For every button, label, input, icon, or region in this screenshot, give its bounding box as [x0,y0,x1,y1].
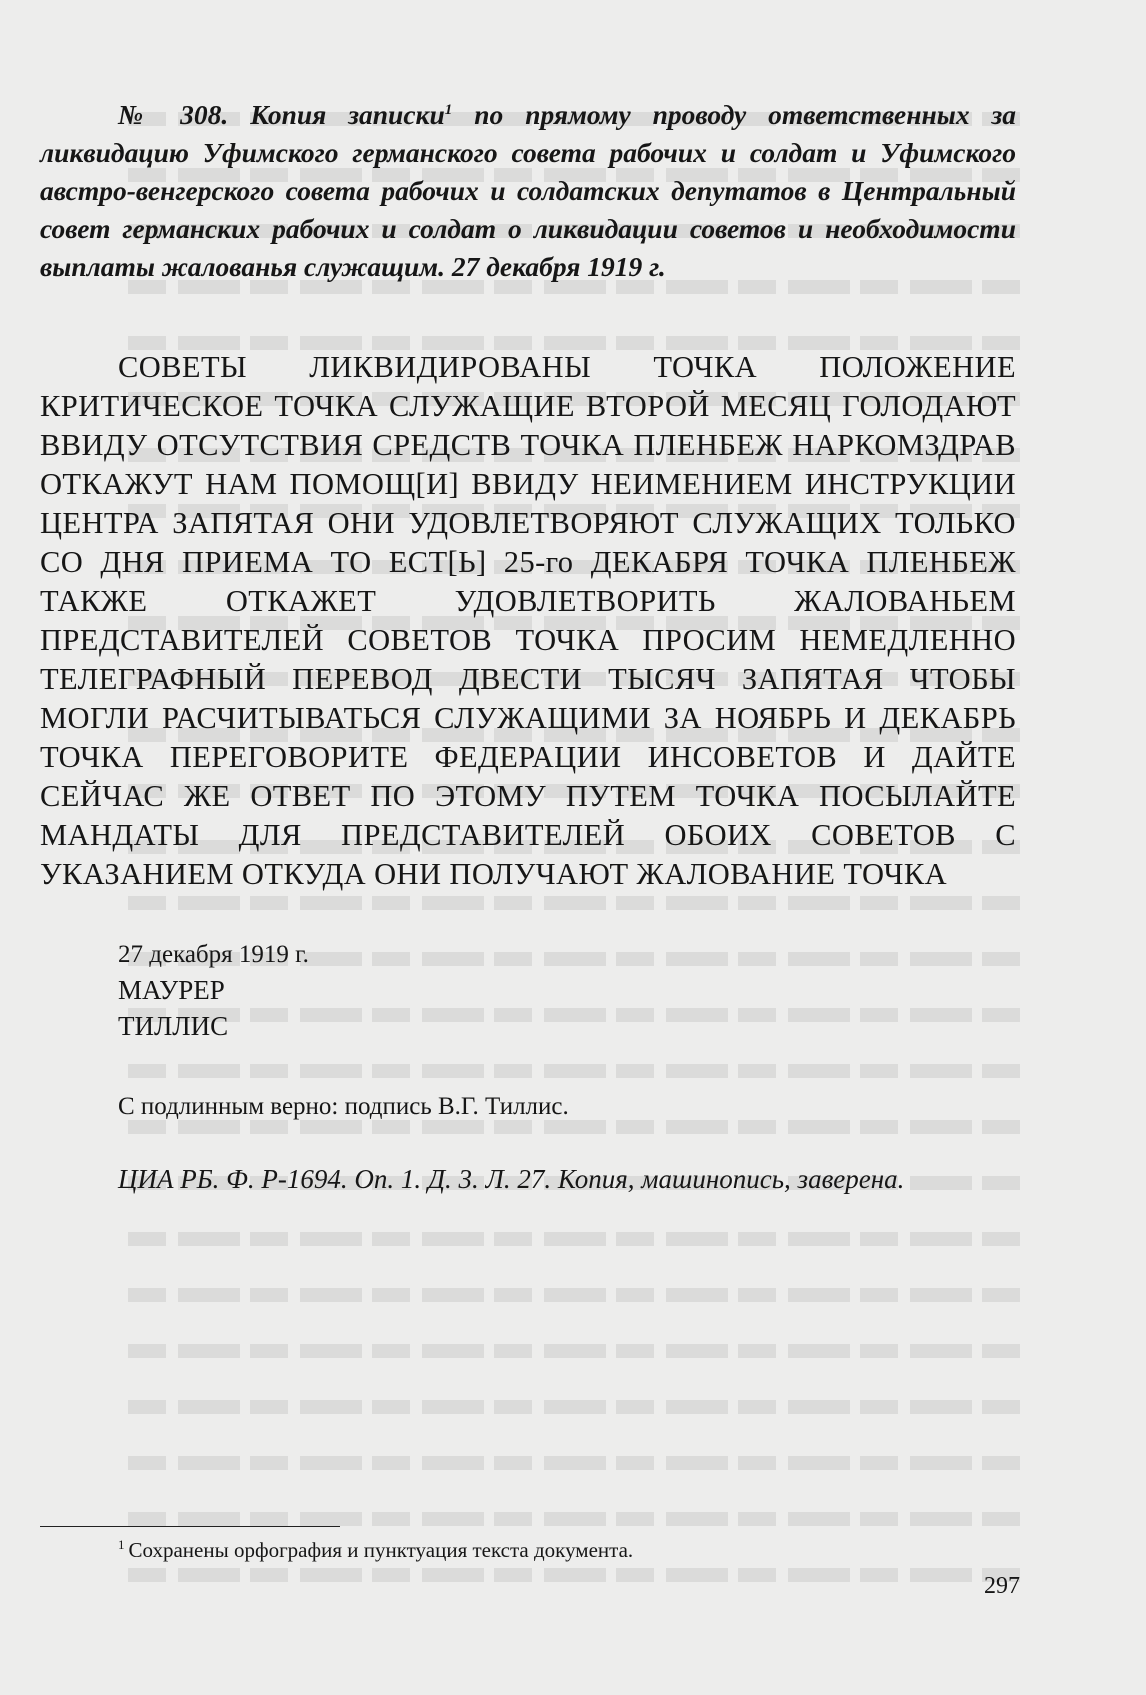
footnote [118,1536,633,1564]
certification-note: С подлинным верно: подпись В.Г. Тиллис. [118,1093,569,1120]
archive-reference: ЦИА РБ. Ф. Р-1694. Оп. 1. Д. 3. Л. 27. Копия, машинопись, заверена. [118,1164,905,1194]
signer-maurer: МАУРЕР [118,975,225,1005]
footnote-divider [40,1526,340,1527]
page-number: 297 [984,1573,1020,1599]
heading-text-continued: по прямому проводу ответственных за ликвидацию Уфимского германского совета рабочих и солдат и Уфимского австро-венгерского совета рабочих и солдатских депутатов в Центральный совет германских рабочих и солдат о ликвидации советов и необходимости выплаты жалованья служащим. 27 декабря 1919 г. [40,99,1016,282]
document-date: 27 декабря 1919 г. [118,941,309,968]
telegram-body: СОВЕТЫ ЛИКВИДИРОВАНЫ ТОЧКА ПОЛОЖЕНИЕ КРИТИЧЕСКОЕ ТОЧКА СЛУЖАЩИЕ ВТОРОЙ МЕСЯЦ ГОЛОДАЮТ ВВИДУ ОТСУТСТВИЯ СРЕДСТВ ТОЧКА ПЛЕНБЕЖ НАРКОМЗДРАВ ОТКАЖУТ НАМ ПОМОЩ[И] ВВИДУ НЕИМЕНИЕМ ИНСТРУКЦИИ ЦЕНТРА ЗАПЯТАЯ ОНИ УДОВЛЕТВОРЯЮТ СЛУЖАЩИХ ТОЛЬКО СО ДНЯ ПРИЕМА ТО ЕСТ[Ь] 25-го ДЕКАБРЯ ТОЧКА ПЛЕНБЕЖ ТАКЖЕ ОТКАЖЕТ УДОВЛЕТВОРИТЬ ЖАЛОВАНЬЕМ ПРЕДСТАВИТЕЛЕЙ СОВЕТОВ ТОЧКА ПРОСИМ НЕМЕДЛЕННО ТЕЛЕГРАФНЫЙ ПЕРЕВОД ДВЕСТИ ТЫСЯЧ ЗАПЯТАЯ ЧТОБЫ МОГЛИ РАСЧИТЫВАТЬСЯ СЛУЖАЩИМИ ЗА НОЯБРЬ И ДЕКАБРЬ ТОЧКА ПЕРЕГОВОРИТЕ ФЕДЕРАЦИИ ИНСОВЕТОВ И ДАЙТЕ СЕЙЧАС ЖЕ ОТВЕТ ПО ЭТОМУ ПУТЕМ ТОЧКА ПОСЫЛАЙТЕ МАНДАТЫ ДЛЯ ПРЕДСТАВИТЕЛЕЙ ОБОИХ СОВЕТОВ С УКАЗАНИЕМ ОТКУДА ОНИ ПОЛУЧАЮТ ЖАЛОВАНИЕ ТОЧКА [40,350,1016,891]
heading-text: № 308. Копия записки [118,99,445,130]
footnote-text: Сохранены орфография и пунктуация текста документа. [128,1538,634,1562]
signer-tillis: ТИЛЛИС [118,1011,229,1041]
footnote-marker: 1 [118,1537,125,1552]
document-heading [40,96,1016,286]
footnote-reference[interactable]: 1 [444,101,453,118]
